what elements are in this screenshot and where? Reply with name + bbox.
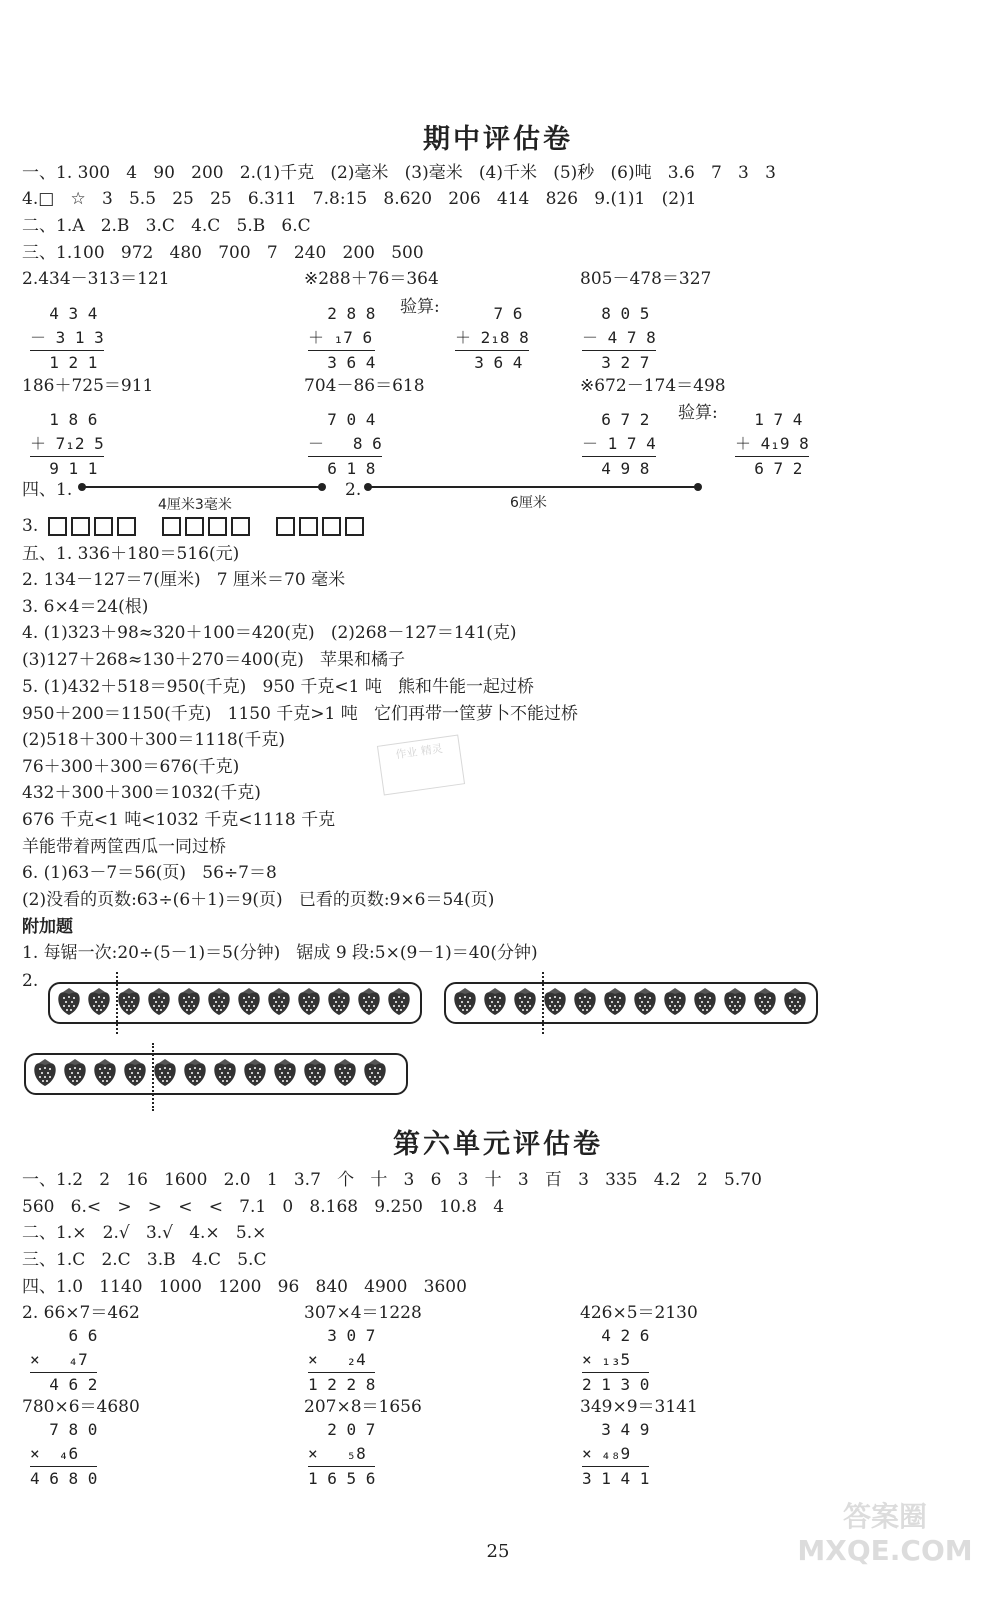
answer-line: 1. 每锯一次:20÷(5－1)＝5(分钟) 锯成 9 段:5×(9－1)＝40(分钟) — [22, 943, 538, 963]
check-label: 验算: — [678, 403, 718, 423]
strawberry-icon — [332, 1057, 358, 1091]
strawberry-icon — [242, 1057, 268, 1091]
calc-row: 8 0 5 — [582, 304, 650, 323]
strawberry-icon — [266, 986, 292, 1020]
vertical-calc — [308, 1324, 375, 1397]
answer-line: 676 千克<1 吨<1032 千克<1118 千克 — [22, 810, 336, 830]
line-segment — [368, 486, 698, 488]
strawberry-icon — [362, 1057, 388, 1091]
strawberry-icon — [632, 986, 658, 1020]
strawberry-icon — [176, 986, 202, 1020]
calc-row: － 4 7 8 — [582, 328, 656, 347]
strawberry-icon — [116, 986, 142, 1020]
answer-line: 五、1. 336＋180＝516(元) — [22, 544, 240, 564]
equation: 704－86＝618 — [304, 376, 425, 396]
calc-row: × ₄6 — [30, 1444, 79, 1463]
square-groups — [48, 517, 368, 536]
strawberry-icon — [452, 986, 478, 1020]
calc-row: 4 6 2 — [30, 1372, 97, 1397]
calc-row: 2 1 3 0 — [582, 1372, 649, 1397]
strawberry-icon — [722, 986, 748, 1020]
divider-line — [542, 972, 544, 1034]
calc-row: × ₂4 — [308, 1350, 366, 1369]
vertical-calc — [30, 1324, 97, 1397]
calc-row: × ₁₃5 — [582, 1350, 631, 1369]
calc-row: 6 1 8 — [308, 456, 382, 481]
calc-row: 9 1 1 — [30, 456, 104, 481]
strawberry-icon — [386, 986, 412, 1020]
bonus-heading: 附加题 — [22, 917, 73, 937]
equation: 207×8＝1656 — [304, 1397, 422, 1417]
equation: 805－478＝327 — [580, 269, 712, 289]
vertical-calc — [455, 302, 529, 375]
strawberry-icon — [692, 986, 718, 1020]
strawberry-icon — [296, 986, 322, 1020]
watermark-stamp: 作业 精灵 — [377, 735, 465, 796]
calc-row: 7 8 0 — [30, 1420, 98, 1439]
answer-line: (2)518＋300＋300＝1118(千克) — [22, 730, 285, 750]
equation: ※288＋76＝364 — [304, 269, 439, 289]
strawberry-icon — [62, 1057, 88, 1091]
strawberry-row — [24, 1053, 408, 1095]
strawberry-icon — [212, 1057, 238, 1091]
answer-line: 二、1.A 2.B 3.C 4.C 5.B 6.C — [22, 216, 311, 236]
calc-row: 3 4 9 — [582, 1420, 650, 1439]
strawberry-row — [48, 982, 422, 1024]
answer-line: 6. (1)63－7＝56(页) 56÷7＝8 — [22, 863, 277, 883]
calc-row: － 3 1 3 — [30, 328, 104, 347]
strawberry-icon — [86, 986, 112, 1020]
check-label: 验算: — [400, 297, 440, 317]
strawberry-icon — [272, 1057, 298, 1091]
segment-label: 4厘米3毫米 — [158, 497, 232, 513]
strawberry-icon — [32, 1057, 58, 1091]
calc-row: 3 6 4 — [455, 350, 529, 375]
answer-line: 5. (1)432＋518＝950(千克) 950 千克<1 吨 熊和牛能一起过桥 — [22, 677, 535, 697]
answer-line: 432＋300＋300＝1032(千克) — [22, 783, 261, 803]
calc-row: × ₅8 — [308, 1444, 366, 1463]
answer-line: 一、1.2 2 16 1600 2.0 1 3.7 个 十 3 6 3 十 3 百 3 335 4.2 2 5.70 — [22, 1170, 762, 1190]
calc-row: － 8 6 — [308, 434, 382, 453]
equation: 426×5＝2130 — [580, 1303, 698, 1323]
vertical-calc — [30, 408, 104, 481]
calc-row: 4 6 8 0 — [30, 1466, 97, 1491]
section-label: 3. — [22, 516, 39, 536]
strawberry-icon — [146, 986, 172, 1020]
vertical-calc — [735, 408, 809, 481]
vertical-calc — [308, 1418, 375, 1491]
answer-line: 三、1.C 2.C 3.B 4.C 5.C — [22, 1250, 267, 1270]
section-label: 2. — [345, 480, 362, 500]
exam-title-midterm: 期中评估卷 — [423, 124, 573, 155]
strawberry-icon — [542, 986, 568, 1020]
answer-line: (3)127＋268≈130＋270＝400(克) 苹果和橘子 — [22, 650, 406, 670]
strawberry-icon — [206, 986, 232, 1020]
calc-row: 3 0 7 — [308, 1326, 376, 1345]
vertical-calc — [582, 1418, 649, 1491]
calc-row: 6 7 2 — [582, 410, 650, 429]
calc-row: 3 6 4 — [308, 350, 375, 375]
calc-row: 1 6 5 6 — [308, 1466, 375, 1491]
strawberry-icon — [782, 986, 808, 1020]
strawberry-icon — [302, 1057, 328, 1091]
calc-row: ＋ ₁7 6 — [308, 328, 373, 347]
strawberry-icon — [152, 1057, 178, 1091]
equation: 349×9＝3141 — [580, 1397, 698, 1417]
equation: 186＋725＝911 — [22, 376, 154, 396]
strawberry-icon — [236, 986, 262, 1020]
calc-row: 1 7 4 — [735, 410, 803, 429]
answer-line: 四、1.0 1140 1000 1200 96 840 4900 3600 — [22, 1277, 467, 1297]
strawberry-icon — [56, 986, 82, 1020]
answer-line: 560 6.< > > < < 7.1 0 8.168 9.250 10.8 4 — [22, 1197, 505, 1217]
answer-line: 一、1. 300 4 90 200 2.(1)千克 (2)毫米 (3)毫米 (4)千米 (5)秒 (6)吨 3.6 7 3 3 — [22, 163, 776, 183]
answer-line: 76＋300＋300＝676(千克) — [22, 757, 240, 777]
calc-row: × ₄₈9 — [582, 1444, 631, 1463]
section-label: 四、1. — [22, 480, 73, 500]
calc-row: 1 8 6 — [30, 410, 98, 429]
line-segment — [82, 486, 322, 488]
vertical-calc — [308, 408, 382, 481]
answer-line: (2)没看的页数:63÷(6＋1)＝9(页) 已看的页数:9×6＝54(页) — [22, 890, 495, 910]
strawberry-row — [444, 982, 818, 1024]
answer-line: 2. 134－127＝7(厘米) 7 厘米＝70 毫米 — [22, 570, 346, 590]
strawberry-icon — [182, 1057, 208, 1091]
answer-line: 4. (1)323＋98≈320＋100＝420(克) (2)268－127＝141(克) — [22, 623, 517, 643]
vertical-calc — [30, 302, 104, 375]
equation: 2.434－313＝121 — [22, 269, 170, 289]
strawberry-icon — [602, 986, 628, 1020]
watermark-logo: 答案圈 MXQE.COM — [797, 1500, 973, 1567]
calc-row: － 1 7 4 — [582, 434, 656, 453]
strawberry-icon — [356, 986, 382, 1020]
equation: 2. 66×7＝462 — [22, 1303, 140, 1323]
calc-row: 2 8 8 — [308, 304, 376, 323]
strawberry-icon — [662, 986, 688, 1020]
equation: 780×6＝4680 — [22, 1397, 140, 1417]
vertical-calc — [30, 1418, 97, 1491]
strawberry-icon — [122, 1057, 148, 1091]
section-label: 2. — [22, 971, 39, 991]
segment-label: 6厘米 — [510, 495, 547, 511]
calc-row: ＋ 2₁8 8 — [455, 328, 529, 347]
vertical-calc — [582, 302, 656, 375]
calc-row: 4 3 4 — [30, 304, 98, 323]
vertical-calc — [582, 1324, 649, 1397]
calc-row: 1 2 1 — [30, 350, 104, 375]
divider-line — [116, 972, 118, 1034]
answer-line: 羊能带着两筐西瓜一同过桥 — [22, 837, 226, 857]
calc-row: 4 2 6 — [582, 1326, 650, 1345]
calc-row: 3 1 4 1 — [582, 1466, 649, 1491]
vertical-calc — [582, 408, 656, 481]
strawberry-icon — [512, 986, 538, 1020]
vertical-calc — [308, 302, 375, 375]
calc-row: 6 6 — [30, 1326, 98, 1345]
equation: 307×4＝1228 — [304, 1303, 422, 1323]
calc-row: × ₄7 — [30, 1350, 88, 1369]
equation: ※672－174＝498 — [580, 376, 726, 396]
exam-title-unit6: 第六单元评估卷 — [393, 1129, 603, 1160]
strawberry-icon — [752, 986, 778, 1020]
answer-line: 4.□ ☆ 3 5.5 25 25 6.311 7.8:15 8.620 206 414 826 9.(1)1 (2)1 — [22, 189, 697, 209]
divider-line — [152, 1043, 154, 1111]
answer-line: 950＋200＝1150(千克) 1150 千克>1 吨 它们再带一筐萝卜不能过桥 — [22, 704, 578, 724]
calc-row: 6 7 2 — [735, 456, 809, 481]
strawberry-icon — [482, 986, 508, 1020]
calc-row: 2 0 7 — [308, 1420, 376, 1439]
page-number: 25 — [486, 1541, 510, 1562]
calc-row: 7 6 — [455, 304, 523, 323]
calc-row: 1 2 2 8 — [308, 1372, 375, 1397]
calc-row: 7 0 4 — [308, 410, 376, 429]
calc-row: 4 9 8 — [582, 456, 656, 481]
calc-row: ＋ 7₁2 5 — [30, 434, 104, 453]
strawberry-icon — [326, 986, 352, 1020]
answer-line: 二、1.× 2.√ 3.√ 4.× 5.× — [22, 1223, 267, 1243]
calc-row: 3 2 7 — [582, 350, 656, 375]
strawberry-icon — [572, 986, 598, 1020]
answer-line: 三、1.100 972 480 700 7 240 200 500 — [22, 243, 424, 263]
answer-line: 3. 6×4＝24(根) — [22, 597, 149, 617]
strawberry-icon — [92, 1057, 118, 1091]
calc-row: ＋ 4₁9 8 — [735, 434, 809, 453]
